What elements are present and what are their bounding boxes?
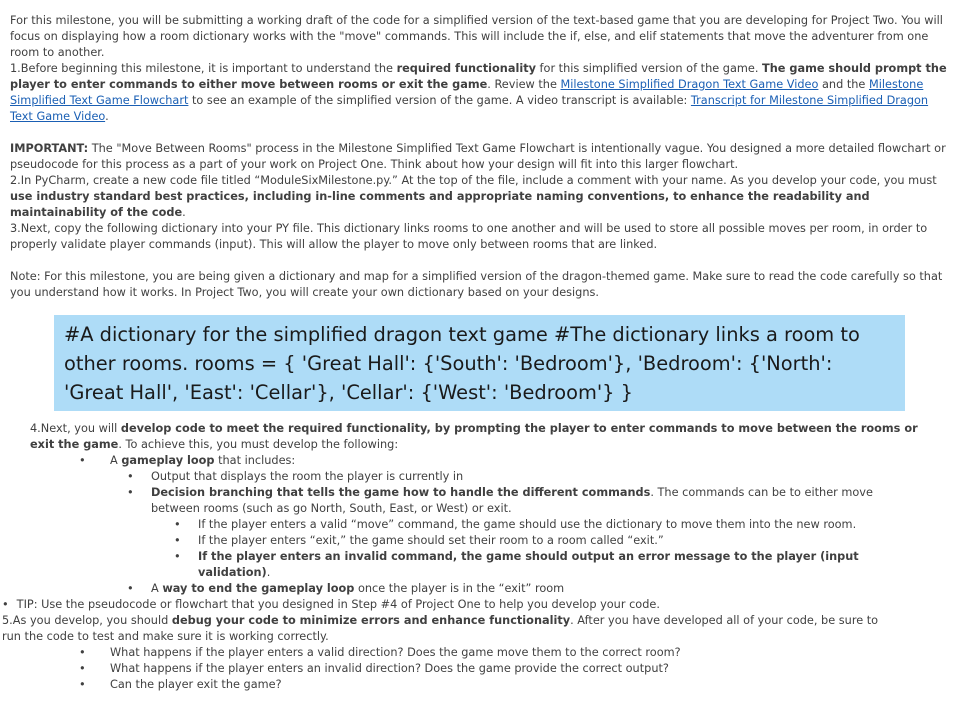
step-1-period: . (105, 110, 109, 123)
invalid-command-bold: If the player enters an invalid command, the game should output an error message to the player (input validation) (198, 550, 859, 579)
bullet-icon: • (79, 678, 86, 691)
valid-move-text: If the player enters a valid “move” command, the game should use the dictionary to move them into the new room. (198, 518, 857, 531)
bullet-icon: • (79, 454, 86, 467)
step-4-bold: develop code to meet the required functionality, by prompting the player to enter commands to move between the rooms or exit the game (30, 422, 918, 451)
decision-branching-text: . The commands can be to either move between rooms (such as go North, South, East, or West) or exit. (151, 486, 873, 515)
intro-paragraph (10, 13, 950, 61)
important-paragraph (10, 141, 950, 173)
note-paragraph (10, 269, 950, 301)
step-1-text-4: and the (818, 78, 869, 91)
video-link[interactable]: Milestone Simplified Dragon Text Game Video (560, 78, 819, 91)
step-1-text-5: to see an example of the simplified version of the game. A video transcript is available: (188, 94, 691, 107)
end-loop-bold: way to end the gameplay loop (162, 582, 355, 595)
bullet-icon: • (79, 646, 86, 659)
branching-sublist (30, 517, 920, 581)
list-item-valid-move (30, 517, 920, 533)
loop-text-2: that includes: (214, 454, 296, 467)
step-1-text-2: for this simplified version of the game. (535, 62, 763, 75)
exit-text: If the player enters “exit,” the game should set their room to a room called “exit.” (198, 534, 664, 547)
intro-section (10, 13, 950, 301)
invalid-period: . (266, 566, 271, 579)
question-3-text: Can the player exit the game? (110, 678, 282, 691)
important-label: IMPORTANT: (10, 142, 89, 155)
bullet-icon: • (127, 582, 134, 595)
step-4-text: 4.Next, you will (30, 422, 121, 435)
best-practices-bold: use industry standard best practices, including in-line comments and appropriate naming conventions, to enhance the readability and maintainability of the code (10, 190, 870, 219)
output-text: Output that displays the room the player is currently in (151, 470, 464, 483)
bullet-icon: • (127, 470, 134, 483)
step-5-paragraph (2, 613, 892, 645)
step-4-paragraph (30, 421, 920, 453)
decision-branching-bold: Decision branching that tells the game how to handle the different commands (151, 486, 651, 499)
gameplay-loop-sublist (30, 469, 920, 517)
step-3-paragraph (10, 221, 950, 253)
question-2-text: What happens if the player enters an invalid direction? Does the game provide the correct output? (110, 662, 669, 675)
spacer (10, 125, 950, 141)
list-item-question-3 (30, 677, 920, 693)
end-loop-list (30, 581, 920, 597)
gameplay-loop-bold: gameplay loop (121, 454, 215, 467)
bullet-icon: • (2, 598, 9, 611)
end-loop-text: A (151, 582, 163, 595)
bullet-icon: • (174, 534, 181, 547)
step-5-text: 5.As you develop, you should (2, 614, 172, 627)
bullet-icon: • (174, 550, 181, 563)
spacer (10, 253, 950, 269)
list-item-decision-branching (30, 485, 920, 517)
test-questions-list (30, 645, 920, 693)
dictionary-code-box (54, 315, 905, 411)
bullet-icon: • (79, 662, 86, 675)
requirements-list (30, 453, 920, 469)
flowchart-link[interactable]: Milestone Simplified Text Game Flowchart (10, 78, 924, 107)
list-item-output (30, 469, 920, 485)
tip-paragraph (2, 597, 892, 613)
list-item-end-loop (30, 581, 920, 597)
end-loop-text-2: once the player is in the “exit” room (354, 582, 565, 595)
step-2-paragraph (10, 173, 950, 221)
bullet-icon: • (127, 486, 134, 499)
step-3-text: 3.Next, copy the following dictionary into your PY file. This dictionary links rooms to one another and will be used to store all possible moves per room, in order to properly validate player commands (input). This will allow the player to move only between rooms that are linked. (10, 222, 928, 251)
list-item-exit (30, 533, 920, 549)
game-prompt-bold: The game should prompt the player to enter commands to either move between rooms or exit the game (10, 62, 947, 91)
step-2-text: 2.In PyCharm, create a new code file titled “ModuleSixMilestone.py.” At the top of the file, include a comment with your name. As you develop your code, you must (10, 174, 937, 187)
step-1-text-3: . Review the (487, 78, 561, 91)
step-1-paragraph (10, 61, 950, 125)
tip-text: TIP: Use the pseudocode or flowchart that you designed in Step #4 of Project One to help you develop your code. (16, 598, 660, 611)
list-item-question-2 (30, 661, 920, 677)
bullet-icon: • (174, 518, 181, 531)
list-item-gameplay-loop (30, 453, 920, 469)
step-1-text: 1.Before beginning this milestone, it is important to understand the (10, 62, 397, 75)
dictionary-code-text: #A dictionary for the simplified dragon text game #The dictionary links a room to other rooms. rooms = { 'Great Hall': {'South': 'Bedroom'}, 'Bedroom': {'North': 'Great Hall', 'East': 'Cellar'}, 'Cellar': {'West': 'Bedroom'} } (64, 323, 860, 404)
important-text: The "Move Between Rooms" process in the Milestone Simplified Text Game Flowchart is intentionally vague. You designed a more detailed flowchart or pseudocode for this process as a part of your work on Project One. Think about how your design will fit into this larger flowchart. (10, 142, 946, 171)
note-text: Note: For this milestone, you are being given a dictionary and map for a simplified version of the dragon-themed game. Make sure to read the code carefully so that you understand how it works. In Project Two, you will create your own dictionary based on your designs. (10, 270, 943, 299)
step-2-period: . (182, 206, 186, 219)
steps-section (2, 421, 920, 693)
step-4-text-2: . To achieve this, you must develop the following: (118, 438, 399, 451)
step-5-text-2: . After you have developed all of your code, be sure to run the code to test and make sure it is working correctly. (2, 614, 879, 643)
question-1-text: What happens if the player enters a valid direction? Does the game move them to the correct room? (110, 646, 681, 659)
debug-bold: debug your code to minimize errors and enhance functionality (171, 614, 571, 627)
required-functionality-bold: required functionality (396, 62, 536, 75)
list-item-invalid (30, 549, 920, 581)
loop-text: A (110, 454, 122, 467)
list-item-question-1 (30, 645, 920, 661)
intro-text: For this milestone, you will be submitting a working draft of the code for a simplified version of the text-based game that you are developing for Project Two. You will focus on displaying how a room dictionary works with the "move" commands. This will include the if, else, and elif statements that move the adventurer from one room to another. (10, 14, 943, 59)
transcript-link[interactable]: Transcript for Milestone Simplified Dragon Text Game Video (10, 94, 929, 123)
